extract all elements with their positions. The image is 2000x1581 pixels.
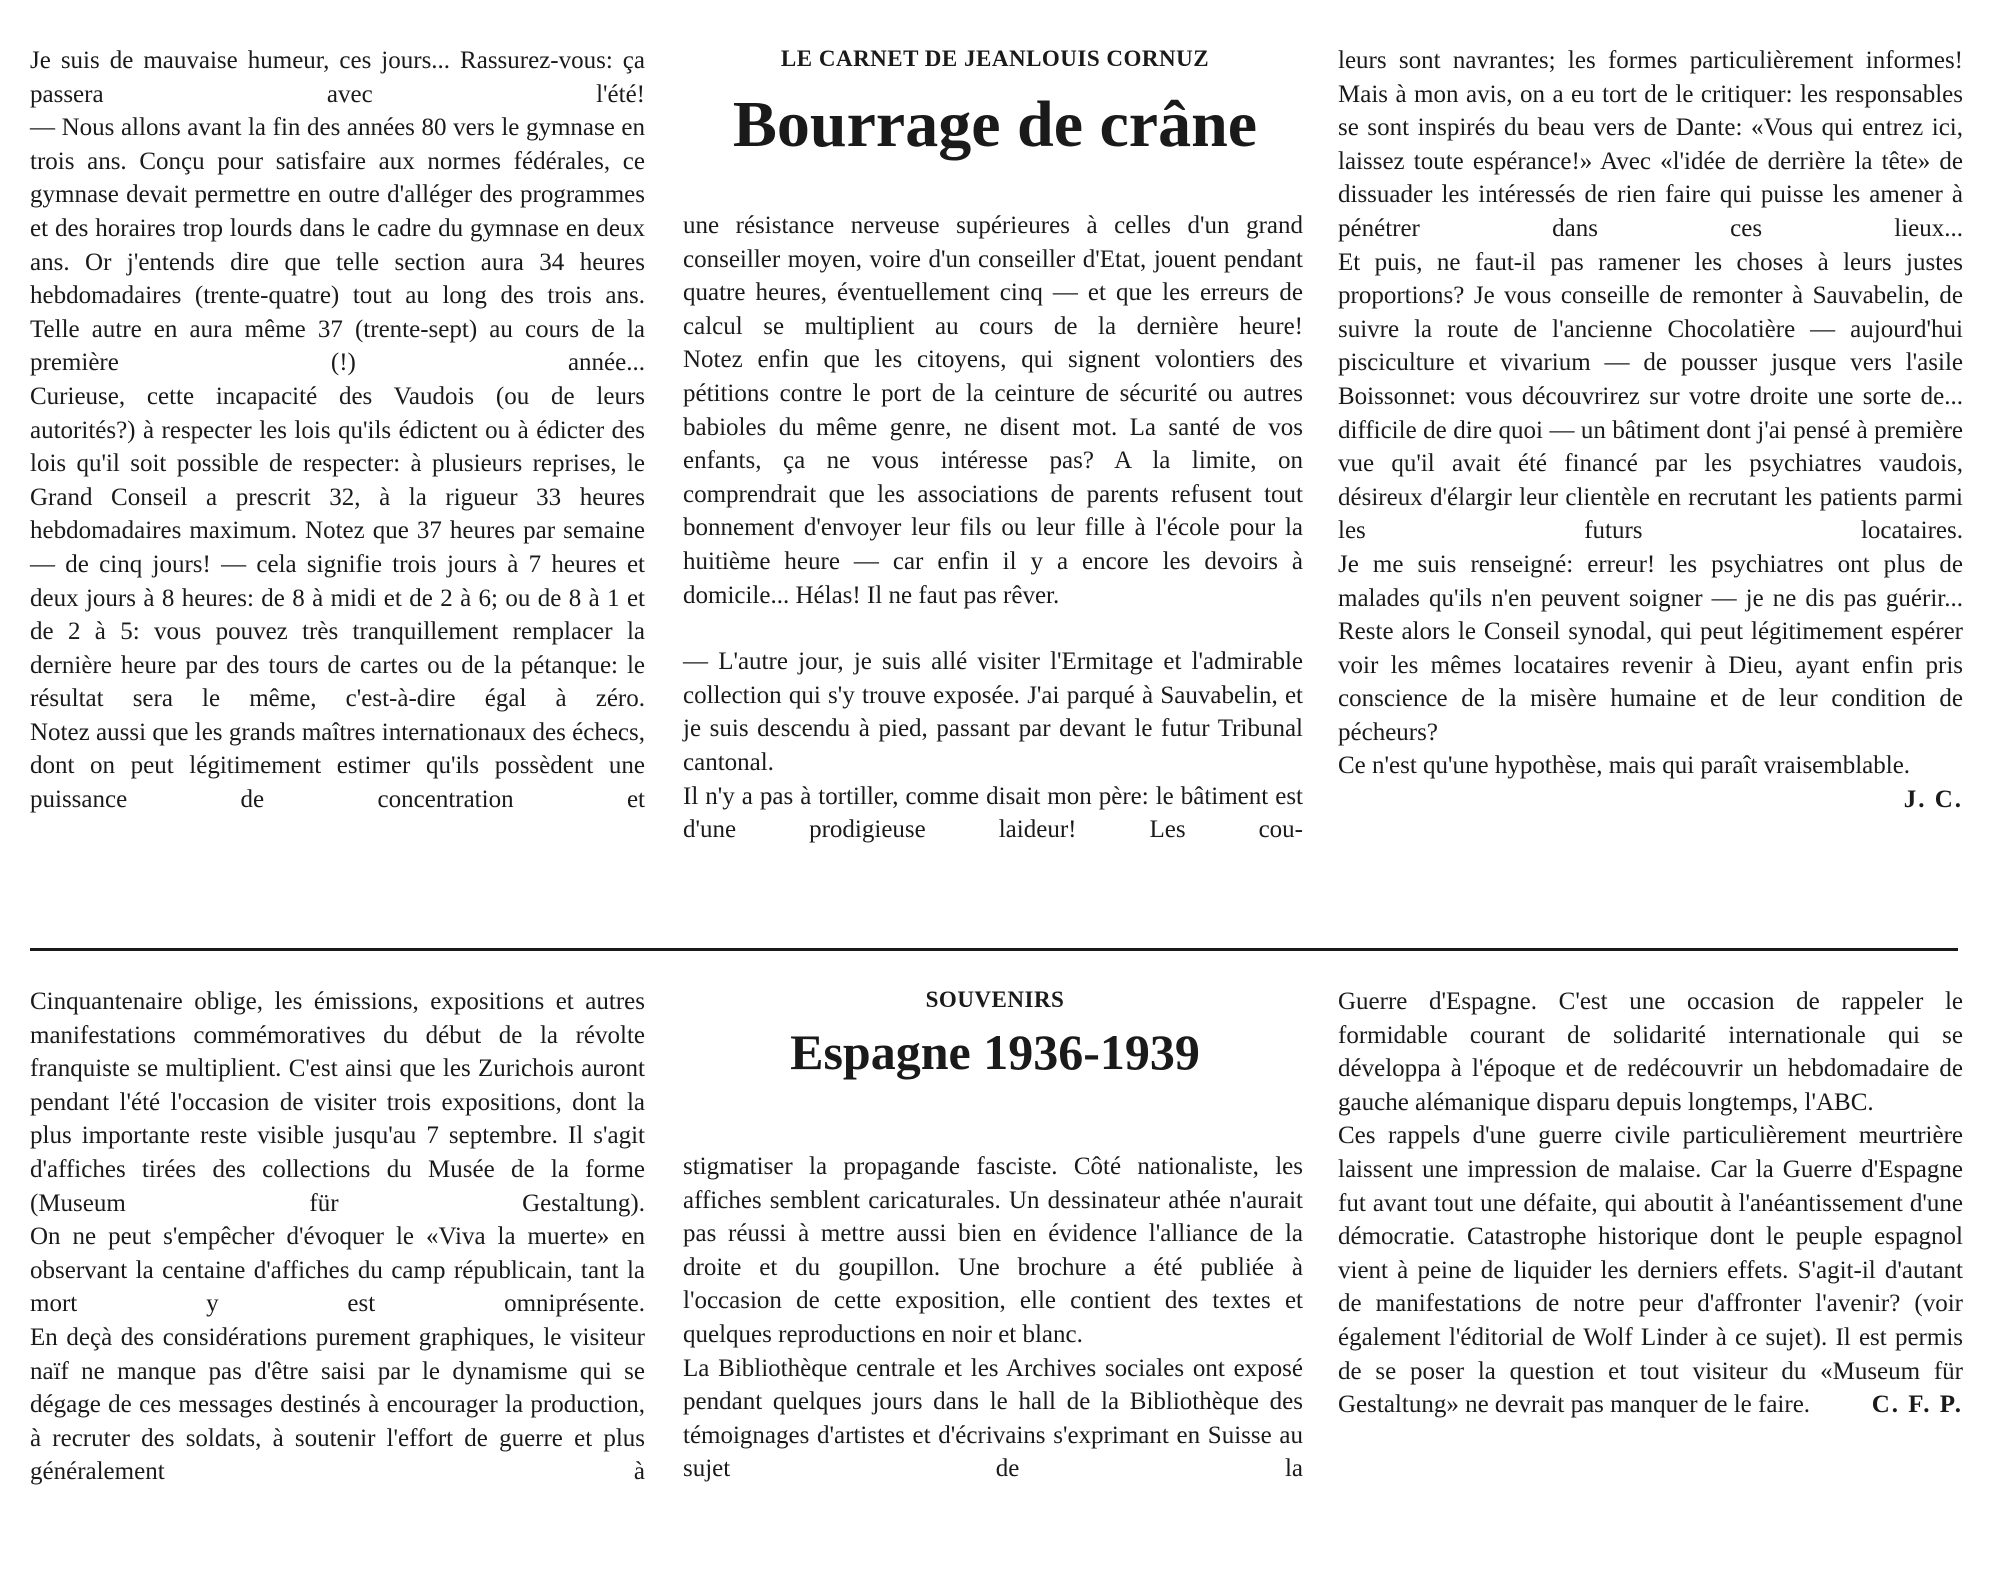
paragraph: stigmatiser la propagande fasciste. Côté nationaliste, les affiches semblent caricaturales. Un dessinateur athée n'aurait pas réussi à mettre aussi bien en évidence l'alliance de la droite et du goupillon. Une brochure a été publiée à l'occasion de cette exposition, elle contient des textes et quelques reproductions en noir et blanc. (683, 1153, 1303, 1348)
article2-column-3 (1338, 985, 1963, 1422)
paragraph: On ne peut s'empêcher d'évoquer le «Viva la muerte» en observant la centaine d'affiches du camp républicain, tant la mort y est omniprésente. (30, 1223, 645, 1318)
paragraph: Il n'y a pas à tortiller, comme disait mon père: le bâtiment est d'une prodigieuse laideur! Les cou- (683, 782, 1303, 844)
article2-column-2 (683, 1150, 1303, 1486)
article2-column-1 (30, 985, 645, 1489)
paragraph: leurs sont navrantes; les formes particulièrement informes! Mais à mon avis, on a eu tort de le critiquer: les responsables se sont inspirés du beau vers de Dante: «Vous qui entrez ici, laissez toute espérance!» Avec «l'idée de derrière la tête» de dissuader les intéressés de rien faire qui puisse les amener à pénétrer dans ces lieux... (1338, 47, 1963, 242)
paragraph: La Bibliothèque centrale et les Archives sociales ont exposé pendant quelques jours dans le hall de la Bibliothèque des témoignages d'artistes et d'écrivains s'exprimant en Suisse au sujet de la (683, 1354, 1303, 1483)
paragraph: Curieuse, cette incapacité des Vaudois (ou de leurs autorités?) à respecter les lois qu'ils édictent ou à édicter des lois qu'il soit possible de respecter: à plusieurs reprises, le Grand Conseil a prescrit 32, à la rigueur 33 heures hebdomadaires maximum. Notez que 37 heures par semaine — de cinq jours! — cela signifie trois jours à 7 heures et deux jours à 8 heures: de 8 à midi et de 2 à 6; ou de 8 à 1 et de 2 à 5: vous pouvez très tranquillement remplacer la dernière heure par des tours de cartes ou de la pétanque: le résultat sera le même, c'est-à-dire égal à zéro. (30, 382, 645, 713)
paragraph: Notez enfin que les citoyens, qui signent volontiers des pétitions contre le port de la ceinture de sécurité ou autres babioles du même genre, ne disent mot. La santé de vos enfants, ça ne vous intéresse pas? A la limite, on comprendrait que les associations de parents refusent tout bonnement d'envoyer leur fils ou leur fille à l'école pour la huitième heure — car enfin il y a encore les devoirs à domicile... Hélas! Il ne faut pas rêver. (683, 346, 1303, 609)
author-signature: C. F. P. (1871, 1391, 1963, 1419)
paragraph: Je suis de mauvaise humeur, ces jours... Rassurez-vous: ça passera avec l'été! (30, 47, 645, 108)
paragraph: En deçà des considérations purement graphiques, le visiteur naïf ne manque pas d'être saisi par le dynamisme qui se dégage de ces messages destinés à encourager la production, à recruter des soldats, à soutenir l'effort de guerre et plus généralement à (30, 1323, 645, 1486)
paragraph: — L'autre jour, je suis allé visiter l'Ermitage et l'admirable collection qui s'y trouve exposée. J'ai parqué à Sauvabelin, et je suis descendu à pied, passant par devant le futur Tribunal cantonal. (683, 648, 1303, 776)
paragraph: Guerre d'Espagne. C'est une occasion de rappeler le formidable courant de solidarité internationale qui se développa à l'époque et de redécouvrir un hebdomadaire de gauche alémanique disparu depuis longtemps, l'ABC. (1338, 988, 1963, 1116)
paragraph: Et puis, ne faut-il pas ramener les choses à leurs justes proportions? Je vous conseille de remonter à Sauvabelin, de suivre la route de l'ancienne Chocolatière — aujourd'hui pisciculture et vivarium — de pousser jusque vers l'asile Boissonnet: vous découvrirez sur votre droite une sorte de... difficile de dire quoi — un bâtiment dont j'ai pensé à première vue qu'il avait été financé par les psychiatres vaudois, désireux d'élargir leur clientèle en recrutant les patients parmi les futurs locataires. (1338, 248, 1963, 545)
paragraph: Notez aussi que les grands maîtres internationaux des échecs, dont on peut légitimement estimer qu'ils possèdent une puissance de concentration et (30, 718, 645, 814)
article1-title: Bourrage de crâne (732, 88, 1258, 161)
article1-column-3 (1338, 44, 1963, 817)
article1-column-2 (683, 209, 1303, 847)
closing-text: Ce n'est qu'une hypothèse, mais qui paraît vraisemblable. (1338, 752, 1911, 780)
paragraph: Cinquantenaire oblige, les émissions, expositions et autres manifestations commémoratives du début de la révolte franquiste se multiplient. C'est ainsi que les Zurichois auront pendant l'été l'occasion de visiter trois expositions, dont la plus importante reste visible jusqu'au 7 septembre. Il s'agit d'affiches tirées des collections du Musée de la forme (Museum für Gestaltung). (30, 988, 645, 1217)
article2-kicker: SOUVENIRS (925, 987, 1065, 1012)
article2-title: Espagne 1936-1939 (790, 1024, 1200, 1080)
paragraph: une résistance nerveuse supérieures à celles d'un grand conseiller moyen, voire d'un conseiller d'Etat, jouent pendant quatre heures, éventuellement cinq — et que les erreurs de calcul se multiplient au cours de la dernière heure! (683, 212, 1303, 340)
article1-column-1 (30, 44, 645, 817)
article1-kicker: LE CARNET DE JEANLOUIS CORNUZ (780, 46, 1210, 71)
closing-text: Ces rappels d'une guerre civile particulièrement meurtrière laissent une impression de malaise. Car la Guerre d'Espagne fut avant tout une défaite, qui aboutit à l'anéantissement d'une démocratie. Catastrophe historique dont le peuple espagnol vient à peine de liquider les derniers effets. S'agit-il d'autant de manifestations de notre peur d'affronter l'avenir? (voir également l'éditorial de Wolf Linder à ce sujet). Il est permis de se poser la question et tout visiteur du «Museum für Gestaltung» ne devrait pas manquer de le faire. (1338, 1122, 1963, 1419)
paragraph: — Nous allons avant la fin des années 80 vers le gymnase en trois ans. Conçu pour satisfaire aux normes fédérales, ce gymnase devait permettre en outre d'alléger des programmes et des horaires trop lourds dans le cadre du gymnase en deux ans. Or j'entends dire que telle section aura 34 heures hebdomadaires (trente-quatre) tout au long des trois ans. Telle autre en aura même 37 (trente-sept) au cours de la première (!) année... (30, 114, 645, 377)
article-divider (30, 948, 1958, 951)
paragraph (1338, 749, 1963, 814)
paragraph (1338, 1119, 1963, 1421)
paragraph: Je me suis renseigné: erreur! les psychiatres ont plus de malades qu'ils n'en peuvent soigner — je ne dis pas guérir... Reste alors le Conseil synodal, qui peut légitimement espérer voir les mêmes locataires revenir à Dieu, ayant enfin pris conscience de la misère humaine et de leur condition de pécheurs? (1338, 550, 1963, 746)
author-signature: J. C. (1903, 786, 1963, 814)
